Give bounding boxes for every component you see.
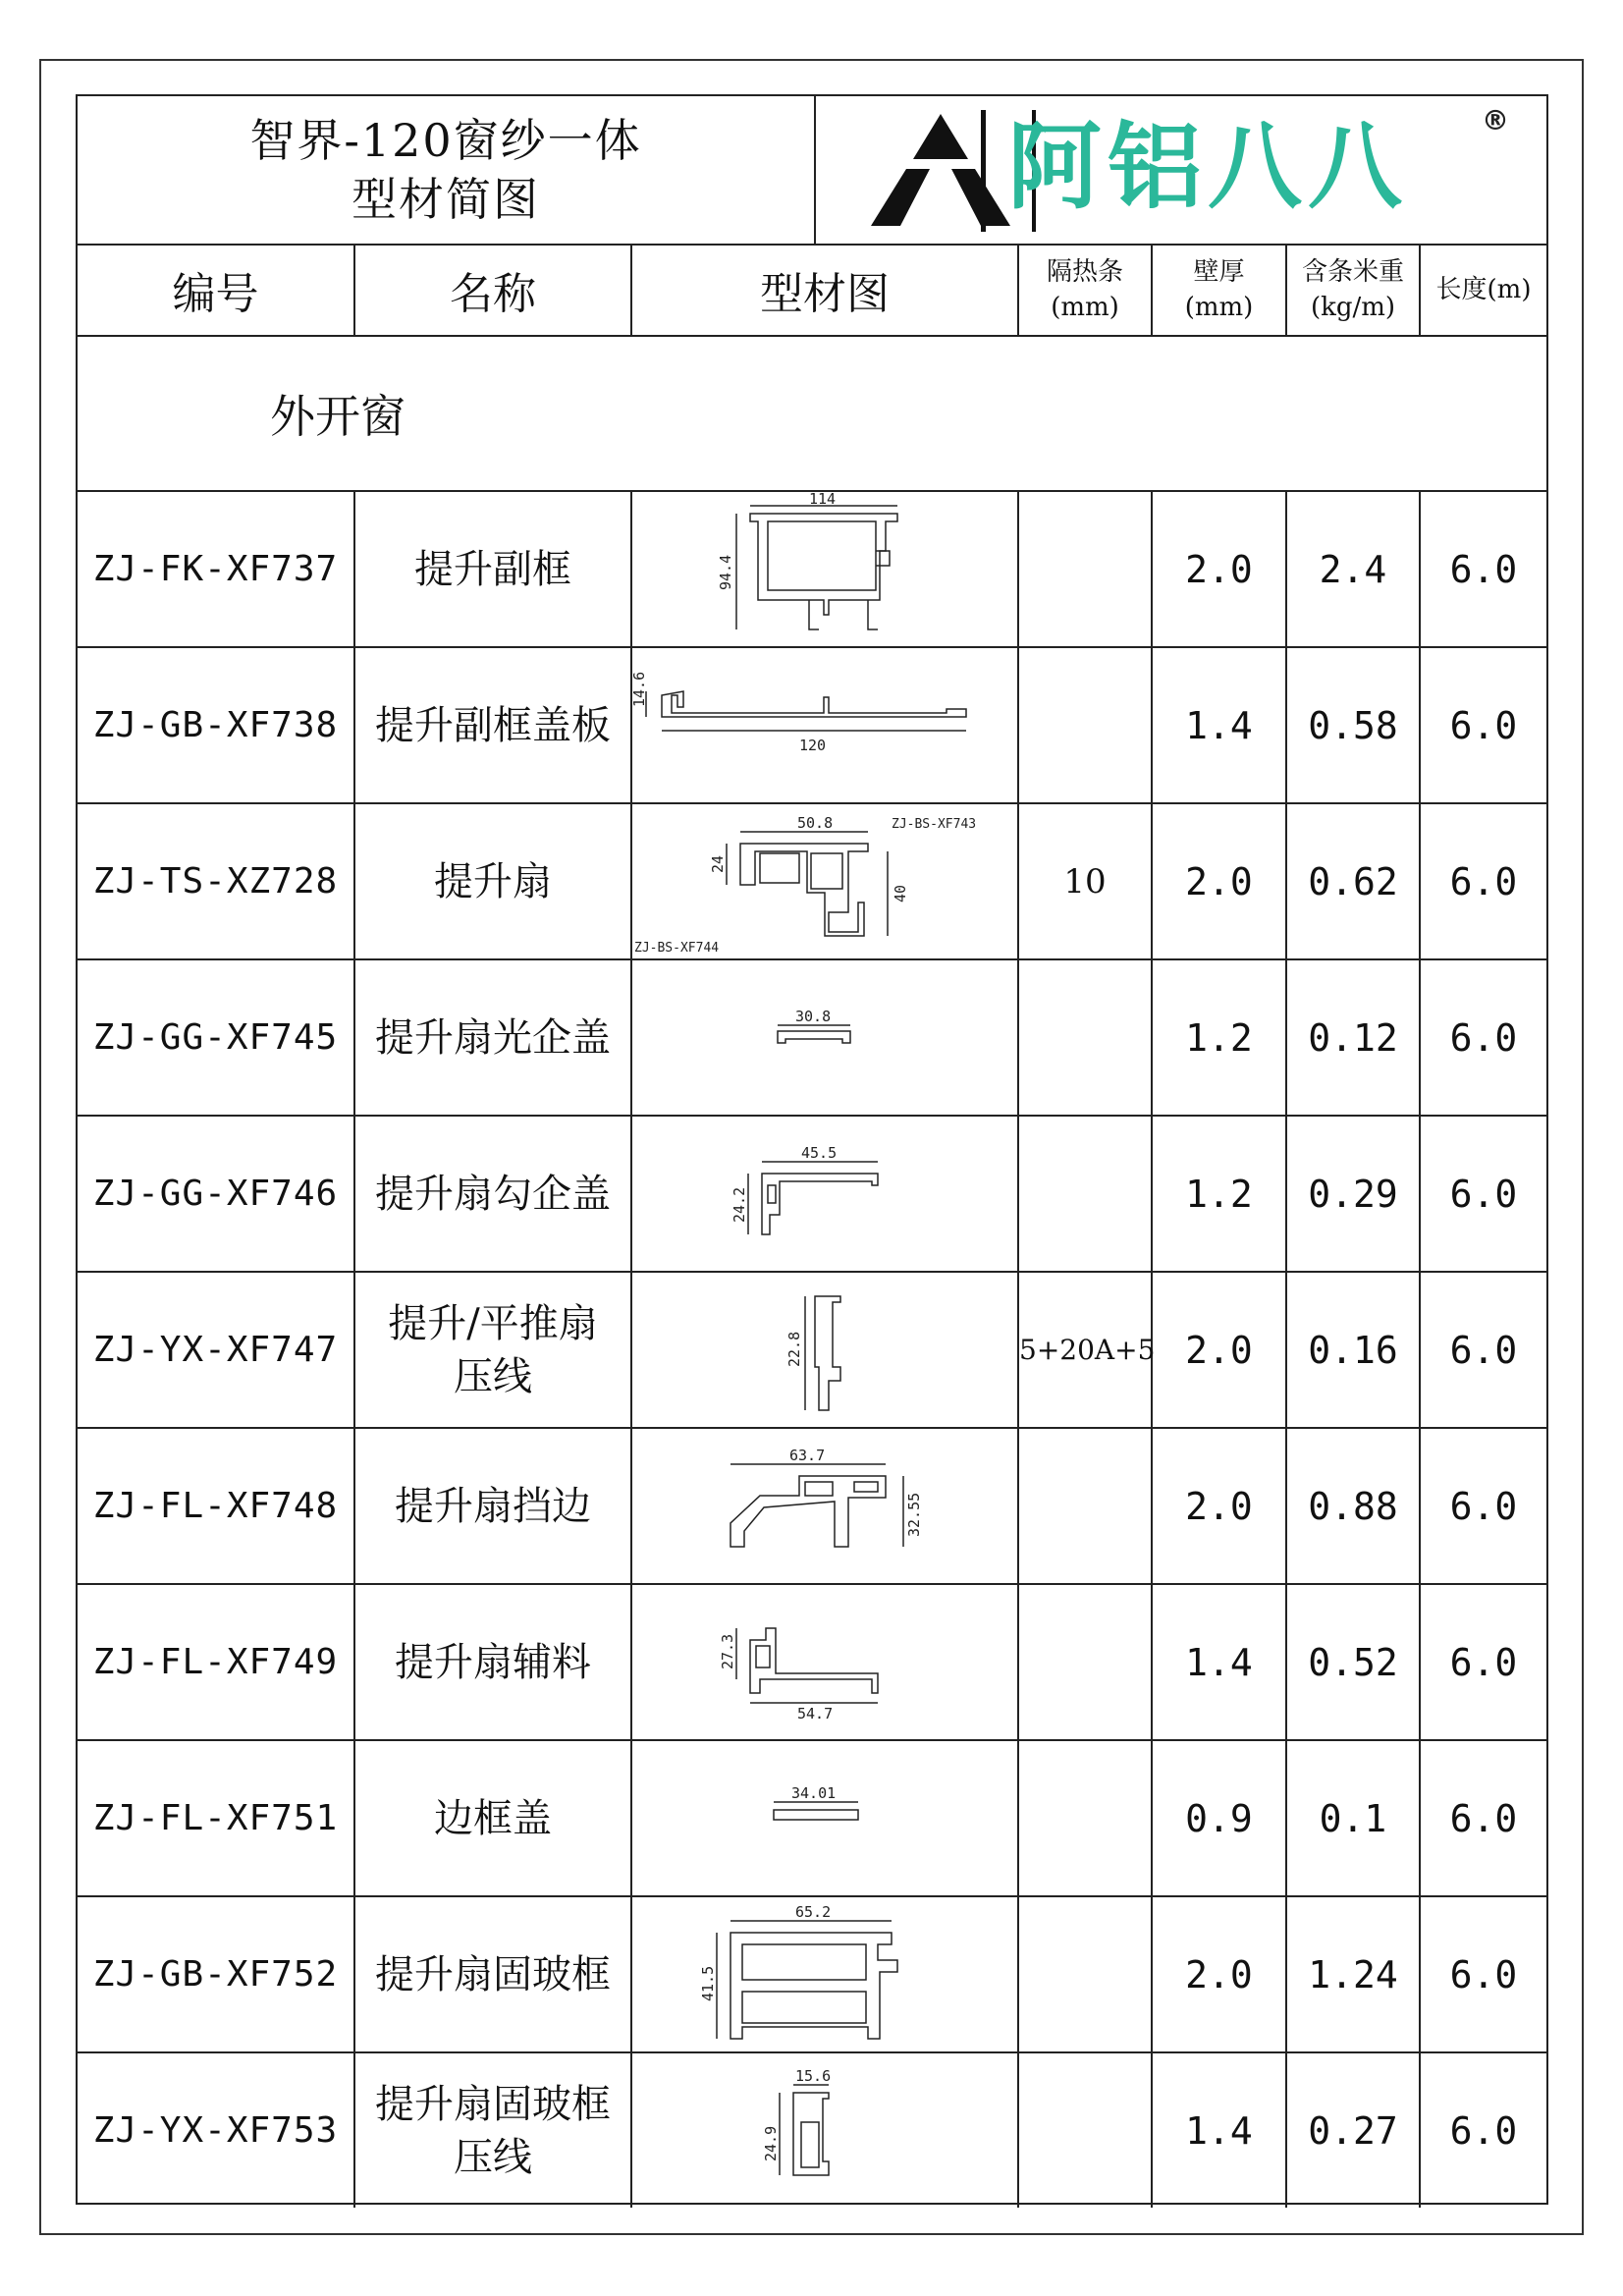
row-name-line-1: 提升扇固玻框 [375,2081,611,2127]
row-thickness: 1.2 [1152,1116,1286,1272]
registered-mark: ® [1482,104,1509,137]
row-code: ZJ-GG-XF746 [78,1116,354,1272]
row-insulation [1018,1428,1152,1584]
dim-label: 41.5 [699,1965,717,2001]
profile-table [78,244,1546,2208]
table-row [78,1584,1546,1740]
row-insulation [1018,647,1152,803]
dim-label: 94.4 [717,554,734,590]
profile-drawing-svg [632,1897,1017,2051]
row-thickness: 1.4 [1152,2052,1286,2208]
dim-label: 24.2 [730,1186,748,1223]
row-thickness: 2.0 [1152,1428,1286,1584]
profile-drawing [631,1116,1018,1272]
row-length: 6.0 [1420,1116,1546,1272]
row-thickness: 2.0 [1152,491,1286,647]
header-drawing: 型材图 [631,244,1018,336]
row-thickness: 2.0 [1152,1896,1286,2052]
profile-drawing-svg [632,1585,1017,1739]
table-row [78,1740,1546,1896]
row-thickness: 2.0 [1152,803,1286,959]
dim-label: ZJ-BS-XF744 [634,941,720,956]
row-thickness: 1.4 [1152,1584,1286,1740]
table-row [78,1116,1546,1272]
row-insulation: 5+20A+5 [1018,1272,1152,1428]
row-code: ZJ-YX-XF747 [78,1272,354,1428]
table-row [78,491,1546,647]
row-weight: 0.58 [1286,647,1420,803]
profile-drawing-svg [632,1429,1017,1583]
row-code: ZJ-FL-XF748 [78,1428,354,1584]
row-length: 6.0 [1420,1428,1546,1584]
row-insulation [1018,491,1152,647]
dim-label: 45.5 [801,1144,838,1162]
row-insulation [1018,1116,1152,1272]
dim-label: 14.6 [630,671,648,707]
row-insulation [1018,1740,1152,1896]
profile-drawing [631,1584,1018,1740]
row-code: ZJ-GB-XF752 [78,1896,354,2052]
header-thickness [1152,244,1286,336]
dim-label: 50.8 [797,814,834,832]
dim-label: 22.8 [785,1331,803,1367]
row-code: ZJ-YX-XF753 [78,2052,354,2208]
row-name: 提升扇 [354,803,631,959]
table-row [78,1272,1546,1428]
title-line-1: 智界-120窗纱一体 [249,114,642,167]
row-length: 6.0 [1420,647,1546,803]
profile-drawing [631,803,1018,959]
column-header-row [78,244,1546,336]
row-name: 提升扇挡边 [354,1428,631,1584]
header-weight-label: 含条米重 [1301,256,1404,287]
profile-drawing [631,959,1018,1116]
sheet-title [78,96,816,244]
profile-sheet [76,94,1548,2205]
row-name-line-1: 提升/平推扇 [388,1300,598,1346]
dim-label: 27.3 [719,1633,736,1669]
header-thickness-label: 壁厚 [1193,256,1245,287]
row-length: 6.0 [1420,491,1546,647]
profile-drawing [631,491,1018,647]
header-insulation [1018,244,1152,336]
table-row [78,2052,1546,2208]
row-name-line-2: 压线 [454,1353,532,1399]
dim-label: ZJ-BS-XF743 [892,817,977,832]
table-row [78,647,1546,803]
profile-drawing-svg [632,960,1017,1115]
profile-drawing [631,1896,1018,2052]
row-name: 提升扇勾企盖 [354,1116,631,1272]
dim-label: 54.7 [797,1705,834,1722]
row-name: 提升扇辅料 [354,1584,631,1740]
triangle-logo-icon [867,110,1014,232]
profile-drawing-svg [632,492,1017,646]
brand-divider [981,110,986,232]
row-insulation: 10 [1018,803,1152,959]
profile-drawing-svg [632,1117,1017,1271]
row-insulation [1018,1896,1152,2052]
header-code: 编号 [78,244,354,336]
dim-label: 30.8 [795,1008,832,1025]
row-name: 提升副框盖板 [354,647,631,803]
profile-drawing-svg [632,804,1017,958]
header-weight [1286,244,1420,336]
row-weight: 0.1 [1286,1740,1420,1896]
row-thickness: 0.9 [1152,1740,1286,1896]
dim-label: 24 [709,854,727,873]
row-length: 6.0 [1420,1272,1546,1428]
profile-drawing-svg [632,2053,1017,2208]
row-weight: 0.27 [1286,2052,1420,2208]
row-code: ZJ-TS-XZ728 [78,803,354,959]
dim-label: 40 [892,884,909,902]
header-insulation-unit: (mm) [1051,292,1119,322]
row-thickness: 1.2 [1152,959,1286,1116]
row-name: 提升副框 [354,491,631,647]
dim-label: 24.9 [762,2125,780,2161]
header-insulation-label: 隔热条 [1046,256,1123,287]
section-row [78,336,1546,491]
header-weight-unit: (kg/m) [1310,292,1396,322]
dim-label: 120 [799,737,827,754]
dim-label: 65.2 [795,1903,832,1921]
profile-drawing-svg [632,648,1017,802]
row-code: ZJ-GG-XF745 [78,959,354,1116]
dim-label: 32.55 [905,1492,923,1537]
header-length: 长度(m) [1420,244,1546,336]
dim-label: 34.01 [791,1784,837,1802]
row-name [354,1272,631,1428]
sheet-header [78,96,1546,246]
section-title: 外开窗 [78,336,1546,491]
row-name-line-2: 压线 [454,2134,532,2180]
row-length: 6.0 [1420,1740,1546,1896]
row-weight: 2.4 [1286,491,1420,647]
dim-label: 114 [809,490,837,508]
row-code: ZJ-FK-XF737 [78,491,354,647]
profile-drawing [631,647,1018,803]
dim-label: 63.7 [789,1447,826,1464]
row-code: ZJ-GB-XF738 [78,647,354,803]
dim-label: 15.6 [795,2067,832,2085]
profile-drawing [631,1428,1018,1584]
title-line-2: 型材简图 [352,173,540,226]
profile-drawing [631,2052,1018,2208]
row-weight: 0.52 [1286,1584,1420,1740]
profile-drawing-svg [632,1273,1017,1427]
row-length: 6.0 [1420,1896,1546,2052]
brand-name: 阿铝八八 [1007,112,1408,222]
row-weight: 0.62 [1286,803,1420,959]
row-weight: 1.24 [1286,1896,1420,2052]
row-length: 6.0 [1420,1584,1546,1740]
row-thickness: 2.0 [1152,1272,1286,1428]
profile-drawing-svg [632,1741,1017,1895]
header-name: 名称 [354,244,631,336]
table-row [78,959,1546,1116]
row-name [354,2052,631,2208]
profile-drawing [631,1272,1018,1428]
row-thickness: 1.4 [1152,647,1286,803]
row-code: ZJ-FL-XF749 [78,1584,354,1740]
profile-drawing [631,1740,1018,1896]
row-name: 提升扇固玻框 [354,1896,631,2052]
row-insulation [1018,2052,1152,2208]
row-weight: 0.29 [1286,1116,1420,1272]
row-weight: 0.16 [1286,1272,1420,1428]
table-row [78,1428,1546,1584]
row-insulation [1018,1584,1152,1740]
row-length: 6.0 [1420,803,1546,959]
brand-block [816,96,1546,244]
row-weight: 0.12 [1286,959,1420,1116]
row-insulation [1018,959,1152,1116]
header-thickness-unit: (mm) [1184,292,1254,322]
row-name: 提升扇光企盖 [354,959,631,1116]
table-row [78,803,1546,959]
row-length: 6.0 [1420,959,1546,1116]
table-row [78,1896,1546,2052]
row-length: 6.0 [1420,2052,1546,2208]
row-code: ZJ-FL-XF751 [78,1740,354,1896]
row-name: 边框盖 [354,1740,631,1896]
row-weight: 0.88 [1286,1428,1420,1584]
